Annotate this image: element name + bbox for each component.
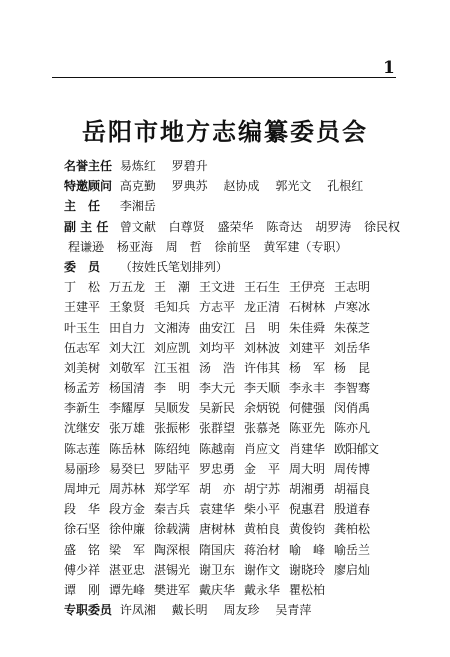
member-name: 李永丰: [289, 381, 326, 396]
member-name: 沈继安: [64, 421, 101, 436]
member-name: 黄柏良: [244, 522, 281, 537]
role-label: 专职委员: [64, 603, 113, 618]
member-name: 郭光文: [275, 179, 312, 194]
member-name: 陈志莲: [64, 441, 101, 456]
member-name: 周大明: [289, 461, 326, 476]
member-name: 廖启灿: [334, 562, 371, 577]
member-name: 江玉祖: [154, 360, 191, 375]
member-name: 程谦逊: [68, 239, 105, 254]
member-name: 吕 明: [244, 320, 281, 335]
member-name: 刘美树: [64, 360, 101, 375]
member-name: 梁 军: [109, 542, 146, 557]
role-label: 特邀顾问: [64, 179, 113, 194]
members-row: [64, 540, 404, 560]
member-name: 谢卫东: [199, 562, 236, 577]
roster-line-special-advisor: [64, 176, 404, 196]
member-name: 陈越南: [199, 441, 236, 456]
member-name: 肖应文: [244, 441, 281, 456]
header-rule: [52, 77, 396, 78]
member-name: 胡 亦: [199, 482, 236, 496]
member-name: 陈奇达: [266, 219, 303, 234]
member-name: 张振彬: [154, 421, 191, 436]
member-name: 胡宁苏: [244, 482, 281, 496]
member-name: 刘林波: [244, 340, 281, 355]
members-row: [64, 479, 404, 499]
member-name: 张慕尧: [244, 421, 281, 436]
member-name: 李湘岳: [119, 199, 156, 214]
member-name: 倪惠君: [289, 502, 326, 517]
member-name: 刘均平: [199, 340, 236, 355]
member-name: 杨孟芳: [64, 381, 101, 396]
member-name: 何健强: [289, 401, 326, 416]
member-name: 白尊贤: [168, 219, 205, 234]
member-name: 段方金: [109, 502, 146, 517]
members-row: [64, 459, 404, 479]
members-row: [64, 499, 404, 519]
member-name: 刘敬军: [109, 360, 146, 375]
member-name: 王石生: [244, 280, 281, 295]
page-title: 岳阳市地方志编纂委员会: [82, 118, 368, 146]
member-name: 徐石坚: [64, 522, 101, 537]
member-name: 方志平: [199, 300, 236, 315]
member-name: 戴永华: [244, 582, 281, 597]
member-name: 周坤元: [64, 482, 101, 496]
member-name: 周 哲: [165, 239, 202, 254]
member-name: 杨 昆: [334, 360, 371, 375]
member-name: 杨 军: [289, 360, 326, 375]
member-name: 袁建华: [199, 502, 236, 517]
member-name: 易丽珍: [64, 461, 101, 476]
member-name: 欧阳郁文: [334, 441, 379, 456]
members-row: [64, 418, 404, 438]
member-name: 曾文献: [119, 219, 156, 234]
member-name: 罗典苏: [171, 179, 208, 194]
roster-line-honorary-chair: [64, 156, 404, 176]
member-name: 杨国清: [109, 381, 146, 396]
member-name: 盛荣华: [217, 219, 254, 234]
member-name: 郑学军: [154, 482, 191, 496]
member-name: 殷道春: [334, 502, 371, 517]
member-name: 秦吉兵: [154, 502, 191, 517]
member-name: 胡湘勇: [289, 482, 326, 496]
members-ordering-note: （按姓氏笔划排列）: [119, 259, 228, 274]
member-name: 朱佳舜: [289, 320, 326, 335]
roster-line-members-heading: [64, 257, 404, 277]
member-name: 胡罗涛: [315, 219, 352, 234]
roster-line-chair: [64, 196, 404, 216]
member-name: 张万雄: [109, 421, 146, 436]
members-row: [64, 338, 404, 358]
roster-line-full-time-members: [64, 600, 404, 620]
member-name: 周友珍: [223, 603, 260, 618]
member-name: 易癸巳: [109, 461, 146, 476]
member-name: 傅少祥: [64, 562, 101, 577]
member-name: 周苏林: [109, 482, 146, 496]
member-name: 李耀厚: [109, 401, 146, 416]
member-name: 隋国庆: [199, 542, 236, 557]
member-name: 谭 刚: [64, 582, 101, 597]
member-name: 樊进军: [154, 582, 191, 597]
member-name: 蒋治材: [244, 542, 281, 557]
role-label: 名誉主任: [64, 159, 113, 173]
page-number: 1: [383, 58, 395, 78]
members-row: [64, 519, 404, 539]
member-name: 谢作文: [244, 562, 281, 577]
member-name: 喻 峰: [289, 542, 326, 557]
member-name: 黄军建（专职）: [263, 239, 348, 254]
member-name: 王志明: [334, 280, 371, 295]
member-name: 汤 浩: [199, 360, 236, 375]
member-name: 周传博: [334, 461, 371, 476]
member-name: 湛锡光: [154, 562, 191, 577]
member-name: 李 明: [154, 381, 191, 396]
member-name: 黄俊钧: [289, 522, 326, 537]
member-name: 余炳锐: [244, 401, 281, 416]
role-label: 委 员: [64, 259, 101, 274]
member-name: 陶深根: [154, 542, 191, 557]
member-name: 卢寒冰: [334, 300, 371, 315]
member-name: 王 潮: [154, 280, 191, 295]
member-name: 戴庆华: [199, 582, 236, 597]
member-name: 许凤湘: [119, 603, 156, 618]
members-row: [64, 580, 404, 600]
committee-roster: [64, 156, 404, 620]
members-row: [64, 560, 404, 580]
member-name: 王伊亮: [289, 280, 326, 295]
member-name: 田自力: [109, 320, 146, 335]
member-name: 徐载满: [154, 522, 191, 537]
member-name: 谢晓玲: [289, 562, 326, 577]
member-name: 李新生: [64, 401, 101, 416]
member-name: 刘应凯: [154, 340, 191, 355]
members-row: [64, 297, 404, 317]
member-name: 杨亚海: [116, 239, 153, 254]
member-name: 湛亚忠: [109, 562, 146, 577]
member-name: 罗碧升: [171, 159, 208, 173]
member-name: 瞿松柏: [289, 582, 326, 597]
member-name: 高克勤: [119, 179, 156, 194]
member-name: 朱葆芝: [334, 320, 371, 335]
member-name: 张群望: [199, 421, 236, 436]
member-name: 易炼红: [119, 159, 156, 173]
member-name: 曲安江: [199, 320, 236, 335]
member-name: 李智骞: [334, 381, 371, 396]
member-name: 胡福良: [334, 482, 371, 496]
member-name: 盛 铭: [64, 542, 101, 557]
member-name: 徐前坚: [214, 239, 251, 254]
member-name: 吴青萍: [275, 603, 312, 618]
member-name: 文湘涛: [154, 320, 191, 335]
member-name: 李天顺: [244, 381, 281, 396]
member-name: 龚柏松: [334, 522, 371, 537]
role-label: 副 主 任: [64, 219, 109, 234]
member-name: 陈岳林: [109, 441, 146, 456]
member-name: 毛知兵: [154, 300, 191, 315]
member-name: 龙正清: [244, 300, 281, 315]
full-time-member-names: [120, 600, 324, 620]
member-name: 吴新民: [199, 401, 236, 416]
member-name: 丁 松: [64, 280, 101, 295]
member-name: 金 平: [244, 461, 281, 476]
member-name: 戴长明: [171, 603, 208, 618]
member-name: 唐树林: [199, 522, 236, 537]
chair-names: [120, 196, 168, 216]
member-name: 伍志军: [64, 340, 101, 355]
roster-line-vice-chair: [64, 217, 404, 237]
member-name: 刘大江: [109, 340, 146, 355]
member-name: 许伟其: [244, 360, 281, 375]
member-name: 李大元: [199, 381, 236, 396]
member-name: 王象贤: [109, 300, 146, 315]
member-name: 徐仲廉: [109, 522, 146, 537]
member-name: 罗忠勇: [199, 461, 236, 476]
member-name: 孔根红: [327, 179, 364, 194]
member-name: 肖建华: [289, 441, 326, 456]
member-name: 陈亚先: [289, 421, 326, 436]
members-row: [64, 378, 404, 398]
member-name: 罗陆平: [154, 461, 191, 476]
member-name: 喻岳兰: [334, 542, 371, 557]
member-name: 刘建平: [289, 340, 326, 355]
member-name: 柴小平: [244, 502, 281, 517]
member-name: 王建平: [64, 300, 101, 315]
member-name: 石树林: [289, 300, 326, 315]
members-row: [64, 277, 404, 297]
member-name: 谭先峰: [109, 582, 146, 597]
vice-chair-names: [120, 217, 400, 237]
members-row: [64, 318, 404, 338]
members-row: [64, 358, 404, 378]
role-label: 主 任: [64, 199, 101, 214]
member-name: 闵俏禹: [334, 401, 371, 416]
members-row: [64, 398, 404, 418]
member-name: 赵协成: [223, 179, 260, 194]
member-name: 陈绍纯: [154, 441, 191, 456]
member-name: 徐民权: [364, 219, 401, 234]
member-name: 陈亦凡: [334, 421, 371, 436]
members-grid: [64, 277, 404, 600]
member-name: 段 华: [64, 502, 101, 517]
member-name: 刘岳华: [334, 340, 371, 355]
member-name: 王文进: [199, 280, 236, 295]
member-name: 吴顺发: [154, 401, 191, 416]
special-advisor-names: [120, 176, 375, 196]
member-name: 万五龙: [109, 280, 146, 295]
honorary-chair-names: [120, 156, 220, 176]
members-row: [64, 439, 404, 459]
member-name: 叶玉生: [64, 320, 101, 335]
roster-line-vice-chair-continued: [64, 237, 404, 257]
